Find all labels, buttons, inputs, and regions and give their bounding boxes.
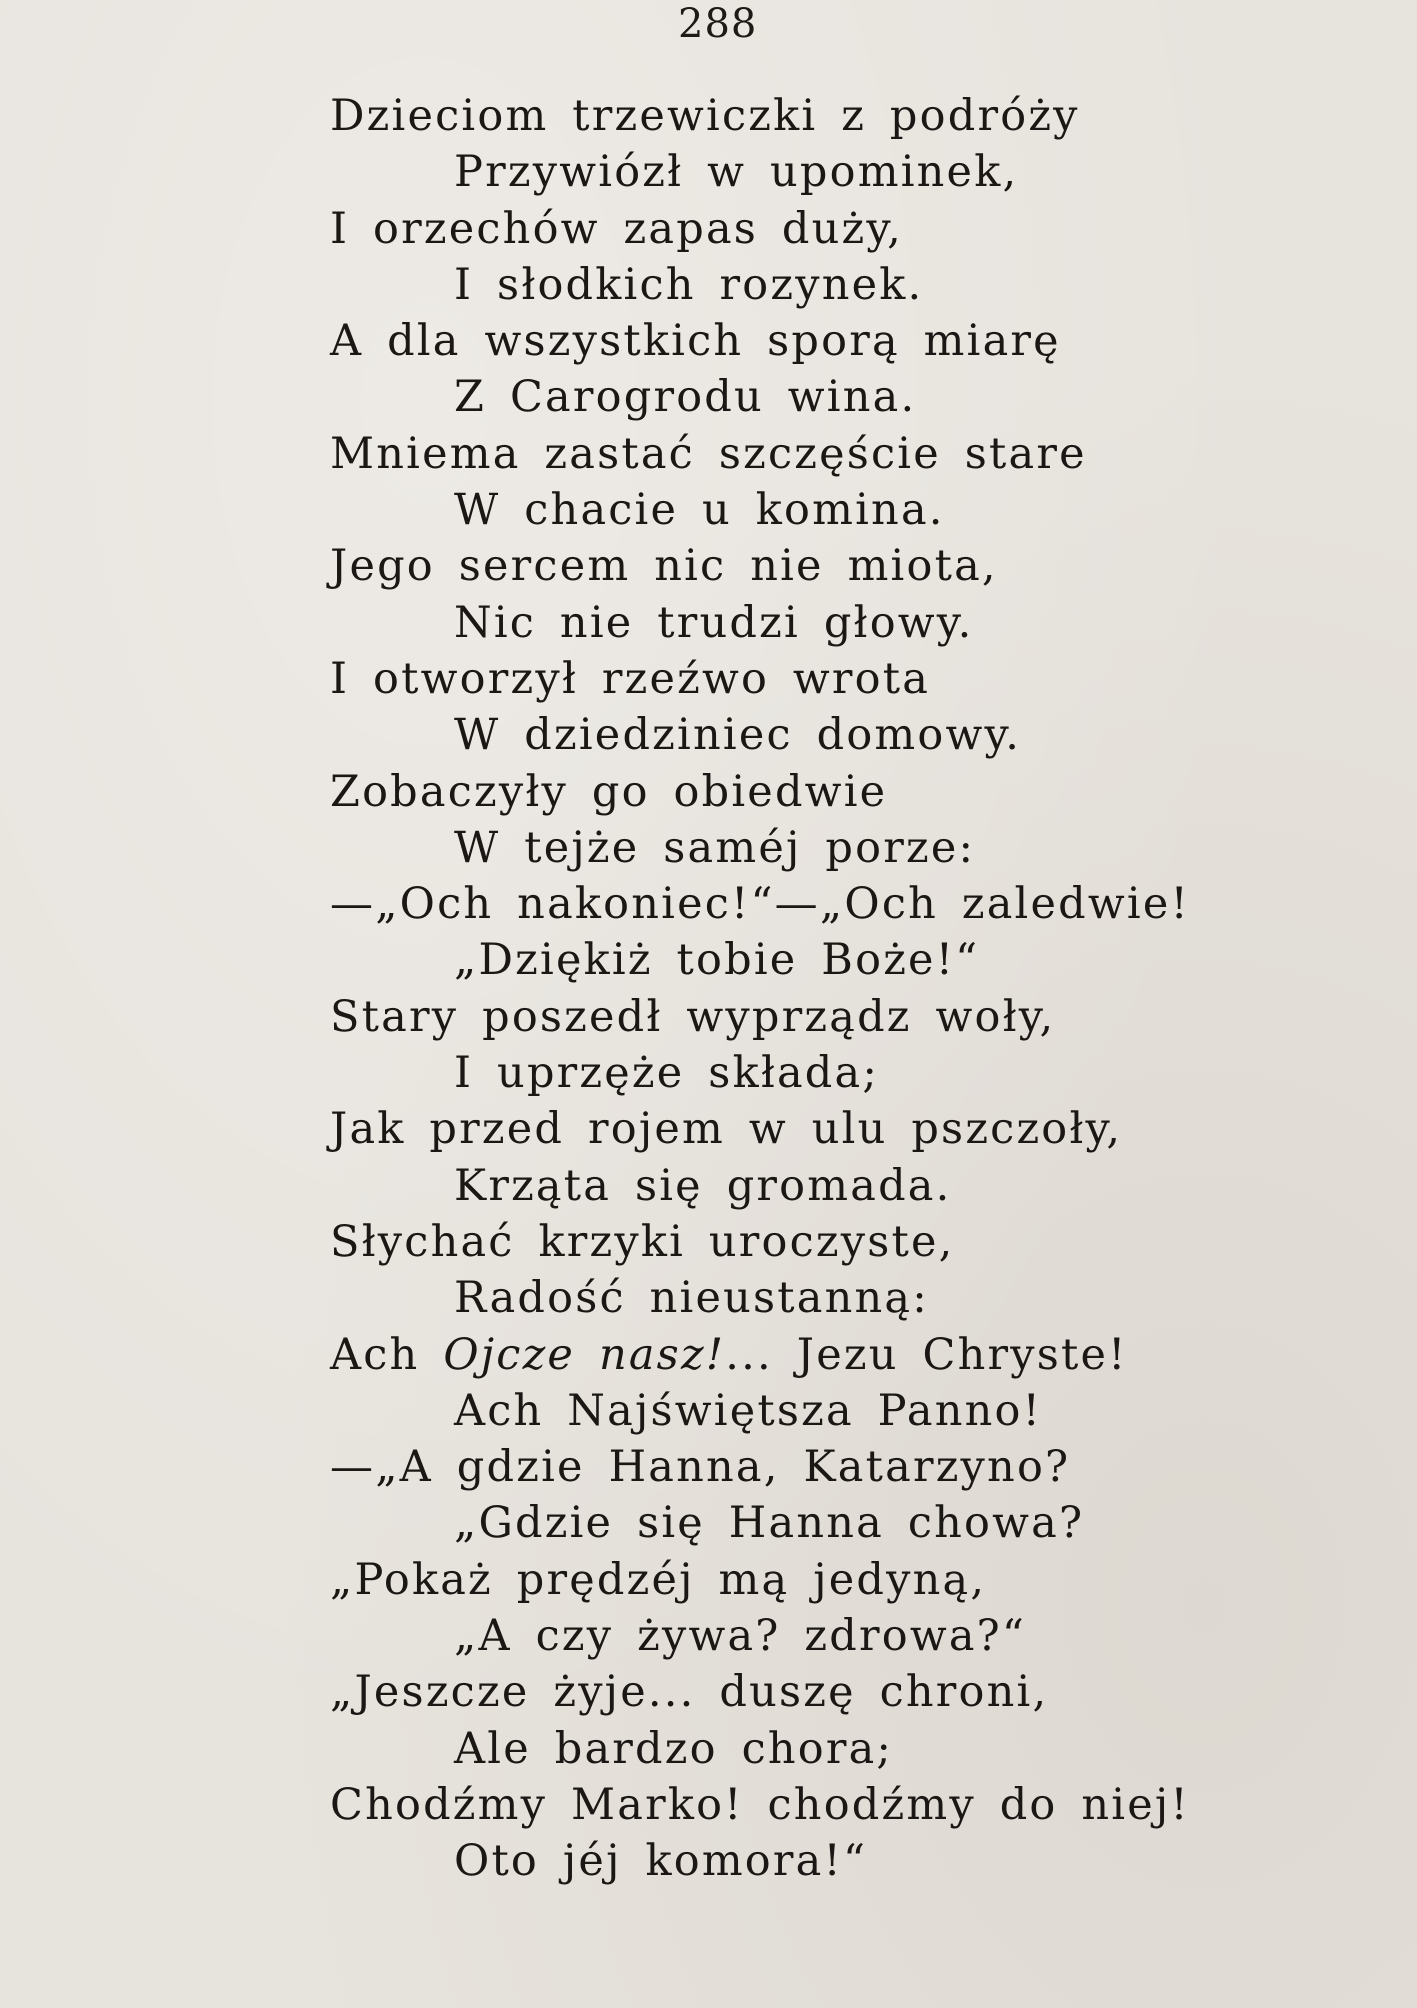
poem-line: A dla wszystkich sporą miarę: [330, 316, 1061, 367]
poem-line: Dzieciom trzewiczki z podróży: [330, 91, 1080, 141]
poem-line: Oto jéj komora!“: [454, 1836, 868, 1887]
poem-line: Radość nieustanną:: [454, 1273, 929, 1324]
poem-line: Jego sercem nic nie miota,: [330, 541, 998, 592]
poem-line: Nic nie trudzi głowy.: [454, 597, 974, 648]
poem-line: —„Och nakoniec!“—„Och zaledwie!: [330, 879, 1190, 930]
poem-line: I uprzęże składa;: [454, 1048, 880, 1099]
poem-line: „A czy żywa? zdrowa?“: [454, 1611, 1027, 1662]
poem-line: W chacie u komina.: [454, 485, 945, 536]
poem-text: [330, 88, 1340, 1890]
page-number: 288: [678, 1, 758, 47]
poem-line: Stary poszedł wyprządz woły,: [330, 991, 1056, 1042]
poem-line: Jak przed rojem w ulu pszczoły,: [330, 1104, 1123, 1155]
poem-line: „Jeszcze żyje... duszę chroni,: [330, 1667, 1049, 1718]
poem-line: „Dziękiż tobie Boże!“: [454, 935, 980, 986]
poem-line-start: Ach: [330, 1329, 444, 1380]
poem-line: —„A gdzie Hanna, Katarzyno?: [330, 1442, 1071, 1493]
poem-line: I orzechów zapas duży,: [330, 203, 904, 254]
poem-line: Krząta się gromada.: [454, 1160, 952, 1211]
poem-line: Przywiózł w upominek,: [454, 147, 1019, 198]
poem-line: Zobaczyły go obiedwie: [330, 766, 888, 817]
poem-line: „Gdzie się Hanna chowa?: [454, 1498, 1085, 1549]
poem-line: W tejże saméj porze:: [454, 822, 976, 873]
poem-line: Chodźmy Marko! chodźmy do niej!: [330, 1779, 1190, 1830]
poem-line-end: ... Jezu Chryste!: [725, 1329, 1128, 1380]
poem-line: I otworzył rzeźwo wrota: [330, 653, 931, 704]
poem-line: W dziedziniec domowy.: [454, 710, 1022, 761]
poem-line-italic: Ojcze nasz!: [443, 1329, 726, 1380]
poem-line: „Pokaż prędzéj mą jedyną,: [330, 1554, 987, 1605]
poem-line: Ale bardzo chora;: [454, 1723, 894, 1774]
poem-line: Z Carogrodu wina.: [454, 372, 917, 423]
poem-line: Ach Najświętsza Panno!: [454, 1385, 1043, 1436]
poem-line: Mniema zastać szczęście stare: [330, 428, 1087, 479]
poem-line: [330, 1327, 1340, 1383]
poem-line: Słychać krzyki uroczyste,: [330, 1216, 955, 1267]
poem-line: I słodkich rozynek.: [454, 259, 924, 310]
